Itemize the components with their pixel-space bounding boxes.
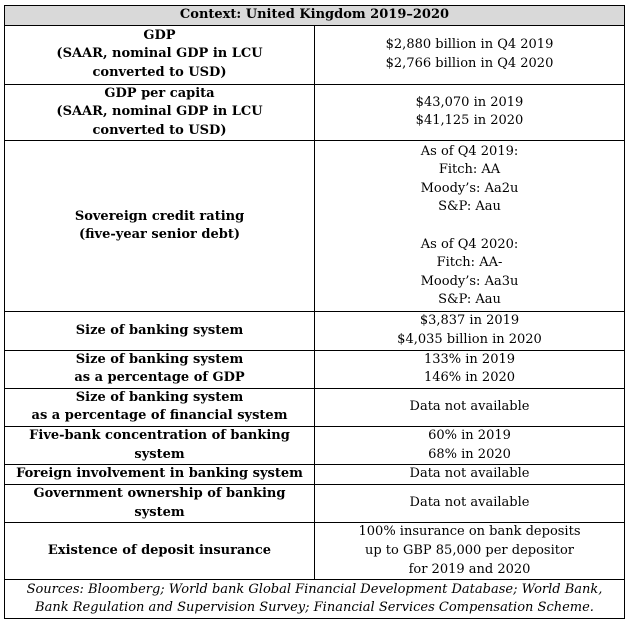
row-label-line: Size of banking system [75,389,244,405]
row-label [5,312,315,350]
row-label-line: as a percentage of GDP [74,370,245,386]
row-value-line: Data not available [409,399,530,415]
row-value-line: S&P: Aau [438,199,501,215]
row-value [315,388,625,426]
table-row [5,350,625,388]
row-label-line: Existence of deposit insurance [47,543,272,559]
table-row [5,465,625,485]
row-label [5,84,315,141]
table-title: Context: United Kingdom 2019–2020 [5,6,625,26]
context-table-container [4,5,625,619]
row-value-spacer [319,217,620,236]
row-value-line: Data not available [409,466,530,482]
row-label-line: (SAAR, nominal GDP in LCU [56,46,263,62]
row-label-line: Size of banking system [75,351,244,367]
row-value-line: S&P: Aau [438,292,501,308]
row-value [315,25,625,84]
row-value-line: 100% insurance on bank deposits [358,524,581,540]
row-label-line: converted to USD) [92,64,227,80]
row-value-line: As of Q4 2019: [420,143,519,159]
row-label [5,350,315,388]
row-value [315,485,625,523]
row-label-line: Government ownership of banking system [33,486,286,520]
row-value-line: 60% in 2019 [428,427,511,443]
table-row [5,84,625,141]
row-value-line: 146% in 2020 [423,370,516,386]
row-value [315,350,625,388]
row-label-line: Size of banking system [75,322,244,338]
row-label [5,426,315,464]
row-value-line: 68% in 2020 [428,446,511,462]
table-row [5,485,625,523]
row-label-line: Foreign involvement in banking system [16,466,303,482]
row-value-line: 133% in 2019 [423,351,516,367]
row-label [5,523,315,580]
row-value-line: Moody’s: Aa2u [420,180,519,196]
row-value [315,312,625,350]
row-value-line: up to GBP 85,000 per depositor [364,543,575,559]
table-row [5,388,625,426]
row-label [5,485,315,523]
row-value-line: Moody’s: Aa3u [420,273,519,289]
row-value-line: $2,766 billion in Q4 2020 [385,55,554,71]
row-value-line: Data not available [409,495,530,511]
row-value-line: for 2019 and 2020 [408,561,531,577]
row-label [5,25,315,84]
table-row [5,25,625,84]
row-value [315,523,625,580]
row-label-line: (SAAR, nominal GDP in LCU [56,104,263,120]
row-value-line: Fitch: AA [438,162,501,178]
row-label-line: GDP [143,27,176,43]
row-value-line: $3,837 in 2019 [419,313,520,329]
table-row [5,312,625,350]
row-label-line: (five-year senior debt) [78,227,241,243]
row-label-line: converted to USD) [92,122,227,138]
row-label-line: as a percentage of financial system [31,408,288,424]
row-value [315,84,625,141]
table-row [5,523,625,580]
table-row [5,141,625,312]
context-table [4,5,625,619]
row-value-line: $4,035 billion in 2020 [397,331,542,347]
row-value-line: Fitch: AA- [436,255,503,271]
row-value [315,465,625,485]
row-label-line: Five-bank concentration of banking system [29,427,290,462]
sources-row [5,580,625,619]
row-value [315,141,625,312]
row-value-line: $43,070 in 2019 [415,94,524,110]
row-label-line: Sovereign credit rating [74,208,245,224]
title-row [5,6,625,26]
table-body [5,25,625,580]
sources-note: Sources: Bloomberg; World bank Global Financial Development Database; World Bank, Bank Regulation and Supervision Survey; Financial Services Compensation Scheme. [5,580,625,619]
table-row [5,426,625,464]
row-value [315,426,625,464]
row-label [5,388,315,426]
row-label-line: GDP per capita [104,85,215,101]
row-value-line: $41,125 in 2020 [415,113,524,129]
row-label [5,141,315,312]
row-value-line: As of Q4 2020: [420,236,519,252]
row-value-line: $2,880 billion in Q4 2019 [385,37,554,52]
row-label [5,465,315,485]
